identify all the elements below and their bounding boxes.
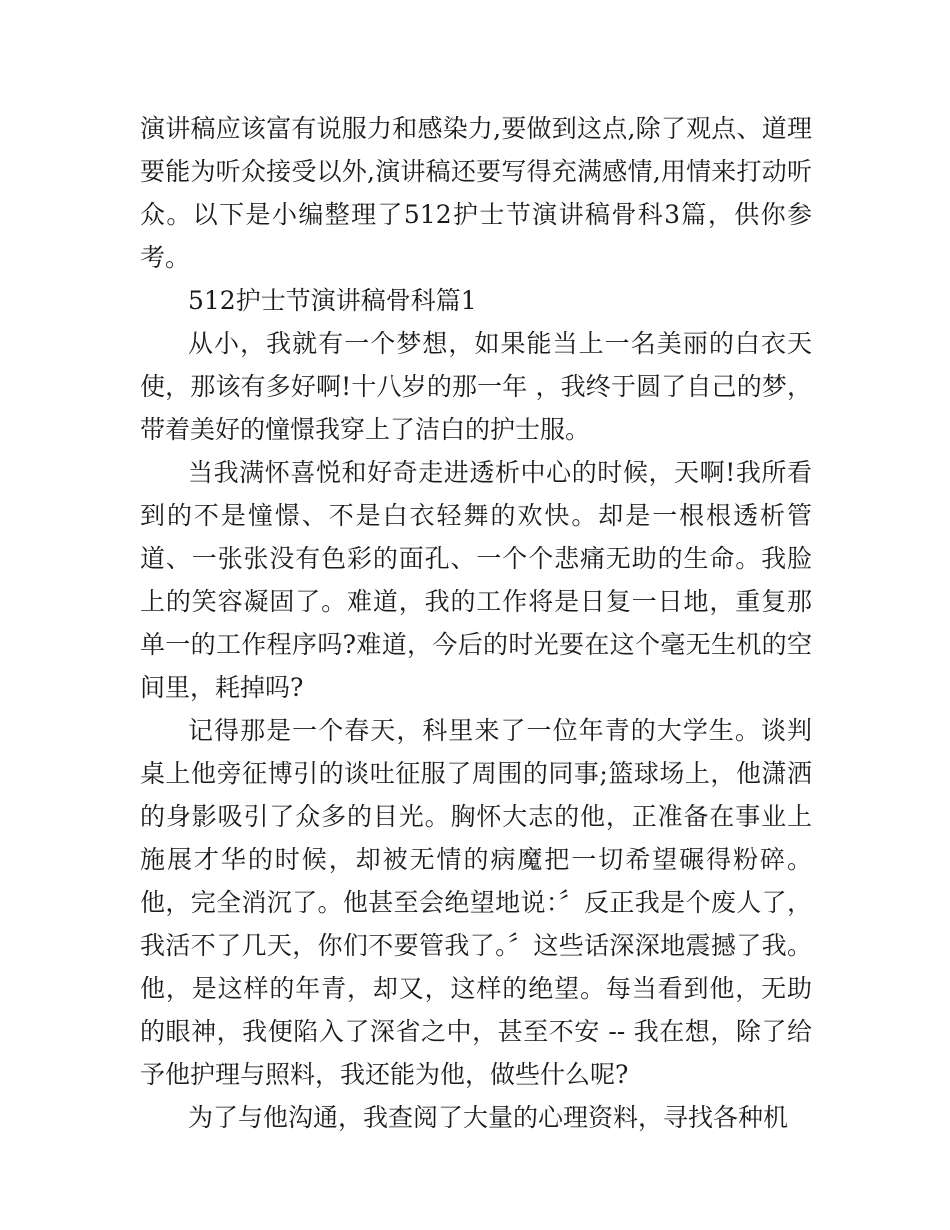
- intro-paragraph: 演讲稿应该富有说服力和感染力,要做到这点,除了观点、道理要能为听众接受以外,演讲稿还要写得充满感情,用情来打动听众。以下是小编整理了512护士节演讲稿骨科3篇，供你参考。: [140, 114, 812, 272]
- body-paragraph-1: 从小，我就有一个梦想，如果能当上一名美丽的白衣天使，那该有多好啊!十八岁的那一年 ，我终于圆了自己的梦，带着美好的憧憬我穿上了洁白的护士服。: [140, 329, 812, 444]
- body-paragraph-3: 记得那是一个春天，科里来了一位年青的大学生。谈判桌上他旁征博引的谈吐征服了周围的同事;篮球场上，他潇洒的身影吸引了众多的目光。胸怀大志的他，正准备在事业上施展才华的时候，却被无情的病魔把一切希望碾得粉碎。他，完全消沉了。他甚至会绝望地说：〞反正我是个废人了，我活不了几天，你们不要管我了。〞这些话深深地震撼了我。他，是这样的年青，却又，这样的绝望。每当看到他，无助的眼神，我便陷入了深省之中，甚至不安 -- 我在想，除了给予他护理与照料，我还能为他，做些什么呢?: [140, 716, 812, 1089]
- body-paragraph-4: 为了与他沟通，我查阅了大量的心理资料，寻找各种机: [188, 1103, 789, 1132]
- document-body: [140, 107, 812, 1139]
- body-paragraph-2: 当我满怀喜悦和好奇走进透析中心的时候，天啊!我所看到的不是憧憬、不是白衣轻舞的欢快。却是一根根透析管道、一张张没有色彩的面孔、一个个悲痛无助的生命。我脸上的笑容凝固了。难道，我的工作将是日复一日地，重复那单一的工作程序吗?难道，今后的时光要在这个毫无生机的空间里，耗掉吗?: [140, 458, 812, 702]
- section-title: 512护士节演讲稿骨科篇1: [188, 286, 477, 315]
